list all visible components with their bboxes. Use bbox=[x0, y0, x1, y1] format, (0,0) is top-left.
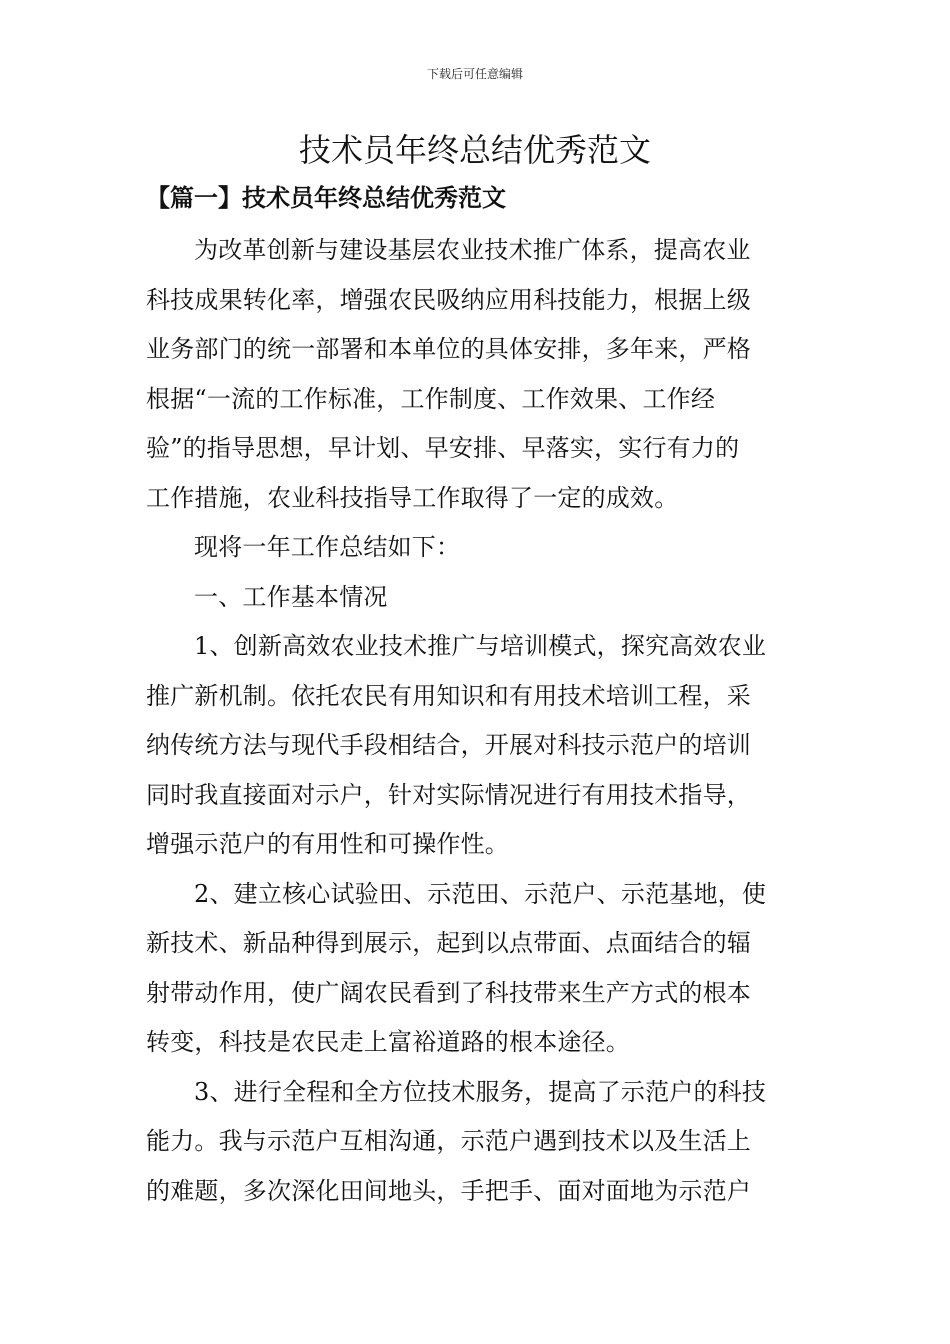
text-line: 业务部门的统一部署和本单位的具体安排，多年来，严格 bbox=[146, 335, 751, 363]
text-line: 的难题，多次深化田间地头，手把手、面对面地为示范户 bbox=[146, 1176, 751, 1205]
text-line: 射带动作用，使广阔农民看到了科技带来生产方式的根本 bbox=[146, 978, 751, 1007]
document-title: 技术员年终总结优秀范文 bbox=[298, 131, 651, 169]
text-line: 科技成果转化率，增强农民吸纳应用科技能力，根据上级 bbox=[146, 285, 751, 314]
text-line: 为改革创新与建设基层农业技术推广体系，提高农业 bbox=[194, 236, 751, 264]
text-line: 工作措施，农业科技指导工作取得了一定的成效。 bbox=[146, 483, 679, 512]
text-line: 增强示范户的有用性和可操作性。 bbox=[146, 830, 509, 858]
text-line: 同时我直接面对示户，针对实际情况进行有用技术指导， bbox=[146, 780, 751, 809]
text-line: 新技术、新品种得到展示，起到以点带面、点面结合的辐 bbox=[146, 929, 751, 957]
header-note: 下载后可任意编辑 bbox=[426, 67, 523, 81]
text-line: 纳传统方法与现代手段相结合，开展对科技示范户的培训 bbox=[146, 731, 751, 759]
text-line: 根据“一流的工作标准，工作制度、工作效果、工作经 bbox=[146, 384, 716, 413]
document-body bbox=[146, 226, 806, 1216]
text-line: 验”的指导思想，早计划、早安排、早落实，实行有力的 bbox=[146, 434, 740, 462]
text-line: 现将一年工作总结如下： bbox=[194, 533, 461, 561]
text-line: 3、进行全程和全方位技术服务，提高了示范户的科技 bbox=[194, 1077, 767, 1106]
text-line: 2、建立核心试验田、示范田、示范户、示范基地，使 bbox=[194, 879, 767, 908]
text-line: 1、创新高效农业技术推广与培训模式，探究高效农业 bbox=[194, 632, 767, 660]
text-line: 能力。我与示范户互相沟通，示范户遇到技术以及生活上 bbox=[146, 1127, 751, 1155]
section-title: 【篇一】技术员年终总结优秀范文 bbox=[146, 183, 506, 212]
text-line: 转变，科技是农民走上富裕道路的根本途径。 bbox=[146, 1028, 630, 1056]
text-line: 一、工作基本情况 bbox=[194, 582, 388, 611]
text-line: 推广新机制。依托农民有用知识和有用技术培训工程，采 bbox=[146, 681, 751, 710]
